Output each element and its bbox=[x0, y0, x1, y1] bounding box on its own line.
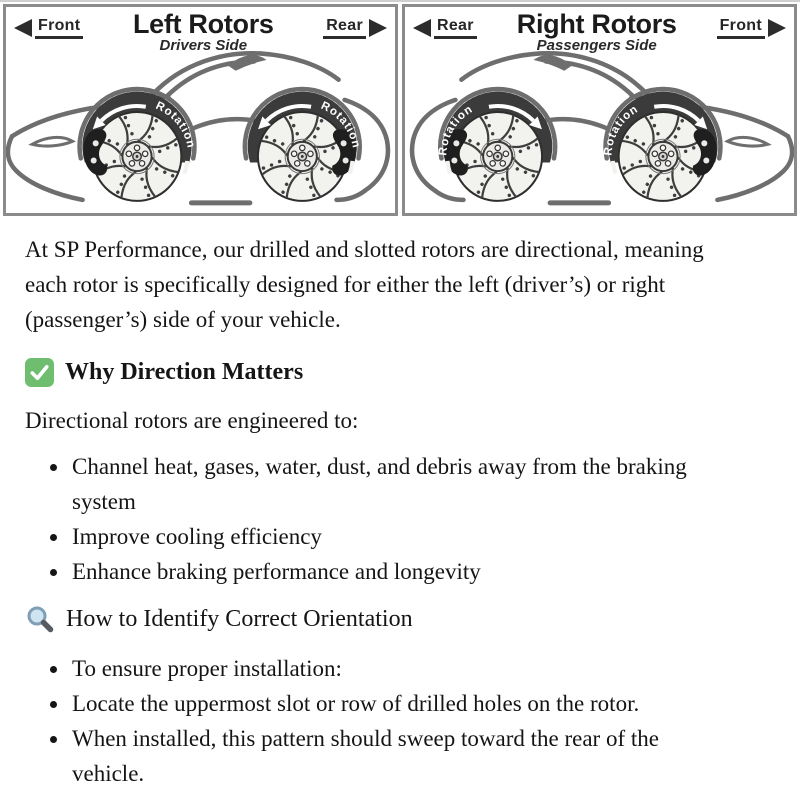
list-item: • Improve cooling efficiency bbox=[70, 519, 725, 554]
direction-text: Front bbox=[717, 17, 765, 39]
left-rotors-panel bbox=[3, 4, 398, 216]
direction-text: Rear bbox=[323, 17, 366, 39]
magnifying-glass-icon bbox=[25, 604, 55, 634]
article-body bbox=[0, 232, 800, 791]
rear-direction-label bbox=[323, 17, 387, 39]
rear-brake-rotor bbox=[245, 89, 363, 201]
list-item: • To ensure proper installation: bbox=[70, 651, 725, 686]
heading-text: Why Direction Matters bbox=[65, 359, 304, 385]
panel-subtitle: Passengers Side bbox=[536, 37, 657, 55]
rear-direction-label bbox=[413, 17, 477, 39]
right-panel-header bbox=[413, 10, 786, 54]
check-mark-icon bbox=[25, 358, 54, 387]
right-panel-titles bbox=[517, 10, 677, 54]
left-panel-titles bbox=[133, 10, 274, 54]
list-item: • When installed, this pattern should sweep toward the rear of the vehicle. bbox=[70, 721, 725, 791]
front-brake-rotor bbox=[80, 89, 198, 201]
direction-text: Rear bbox=[434, 17, 477, 39]
direction-text: Front bbox=[35, 17, 83, 39]
lead-text: Directional rotors are engineered to: bbox=[25, 408, 359, 433]
right-arrow-icon bbox=[369, 19, 387, 37]
rotor-direction-diagram bbox=[0, 0, 800, 216]
left-arrow-icon bbox=[14, 19, 32, 37]
right-arrow-icon bbox=[768, 19, 786, 37]
list-item: • Locate the uppermost slot or row of drilled holes on the rotor. bbox=[70, 686, 725, 721]
benefits-list bbox=[25, 449, 725, 589]
front-brake-rotor bbox=[601, 89, 720, 201]
panel-title: Right Rotors bbox=[516, 9, 677, 39]
list-item: • Enhance braking performance and longevity bbox=[70, 554, 725, 589]
panel-title: Left Rotors bbox=[132, 9, 274, 39]
left-arrow-icon bbox=[413, 19, 431, 37]
front-direction-label bbox=[14, 17, 83, 39]
rear-brake-rotor bbox=[436, 89, 555, 201]
section-heading-why-direction-matters bbox=[25, 357, 770, 387]
left-panel-header bbox=[14, 10, 387, 54]
panel-subtitle: Drivers Side bbox=[159, 37, 248, 55]
heading-text: How to Identify Correct Orientation bbox=[66, 606, 413, 632]
section-heading-identify-orientation bbox=[25, 604, 770, 634]
front-direction-label bbox=[717, 17, 786, 39]
right-rotors-panel bbox=[402, 4, 797, 216]
list-item: • Channel heat, gases, water, dust, and debris away from the braking system bbox=[70, 449, 725, 519]
orientation-steps-list bbox=[25, 651, 725, 791]
intro-paragraph: At SP Performance, our drilled and slotted rotors are directional, meaning each rotor is specifically designed for either the left (driver’s) or right (passenger’s) side of your vehicle. bbox=[25, 237, 704, 332]
